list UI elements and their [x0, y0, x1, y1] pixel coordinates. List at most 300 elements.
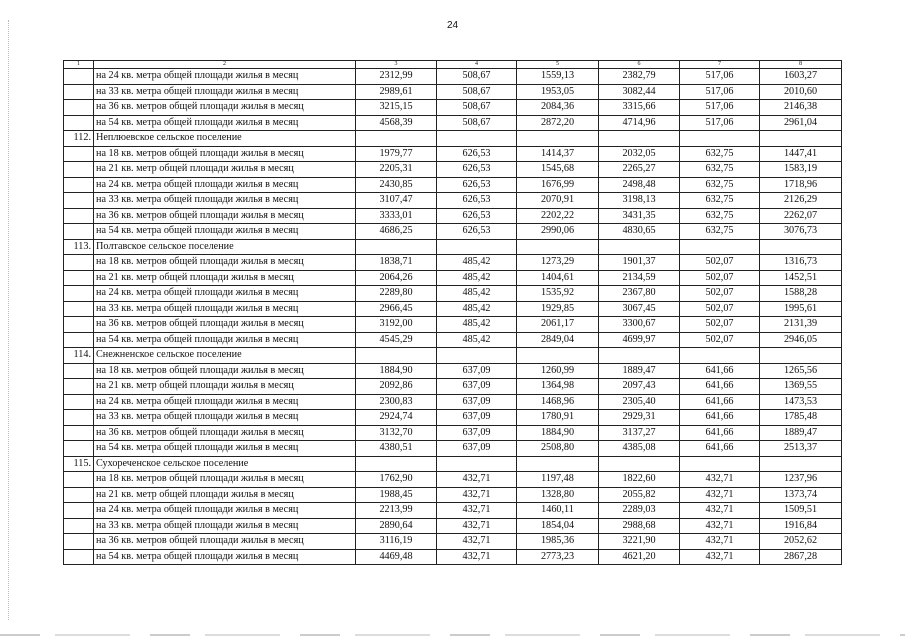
column-number: 2 — [94, 61, 356, 69]
table-row — [64, 100, 842, 116]
value-cell: 2989,61 — [356, 84, 437, 100]
row-index-cell — [64, 84, 94, 100]
value-cell: 1473,53 — [760, 394, 842, 410]
value-cell: 4686,25 — [356, 224, 437, 240]
settlement-index: 113. — [64, 239, 94, 255]
row-index-cell — [64, 270, 94, 286]
row-description: на 33 кв. метра общей площади жилья в месяц — [94, 84, 356, 100]
value-cell: 1953,05 — [517, 84, 599, 100]
value-cell: 517,06 — [680, 69, 760, 85]
empty-cell — [517, 131, 599, 147]
row-index-cell — [64, 363, 94, 379]
value-cell: 632,75 — [680, 146, 760, 162]
value-cell: 1985,36 — [517, 534, 599, 550]
empty-cell — [680, 348, 760, 364]
value-cell: 2849,04 — [517, 332, 599, 348]
table-row — [64, 177, 842, 193]
settlement-name: Снежненское сельское поселение — [94, 348, 356, 364]
value-cell: 1979,77 — [356, 146, 437, 162]
value-cell: 2213,99 — [356, 503, 437, 519]
row-description: на 33 кв. метра общей площади жилья в месяц — [94, 410, 356, 426]
value-cell: 2205,31 — [356, 162, 437, 178]
value-cell: 2382,79 — [599, 69, 680, 85]
table-row — [64, 270, 842, 286]
value-cell: 2924,74 — [356, 410, 437, 426]
table-row — [64, 472, 842, 488]
value-cell: 4385,08 — [599, 441, 680, 457]
settlement-header-row — [64, 239, 842, 255]
row-index-cell — [64, 534, 94, 550]
table-row — [64, 115, 842, 131]
row-index-cell — [64, 394, 94, 410]
row-description: на 18 кв. метров общей площади жилья в месяц — [94, 146, 356, 162]
value-cell: 3132,70 — [356, 425, 437, 441]
value-cell: 1838,71 — [356, 255, 437, 271]
empty-cell — [680, 239, 760, 255]
row-index-cell — [64, 425, 94, 441]
table-row — [64, 363, 842, 379]
row-description: на 21 кв. метр общей площади жилья в месяц — [94, 379, 356, 395]
table-row — [64, 425, 842, 441]
value-cell: 508,67 — [437, 100, 517, 116]
value-cell: 1404,61 — [517, 270, 599, 286]
value-cell: 1822,60 — [599, 472, 680, 488]
row-index-cell — [64, 224, 94, 240]
value-cell: 485,42 — [437, 270, 517, 286]
value-cell: 2498,48 — [599, 177, 680, 193]
tariff-table — [63, 60, 842, 565]
value-cell: 432,71 — [680, 534, 760, 550]
value-cell: 632,75 — [680, 224, 760, 240]
value-cell: 2265,27 — [599, 162, 680, 178]
empty-cell — [680, 131, 760, 147]
row-description: на 54 кв. метра общей площади жилья в месяц — [94, 332, 356, 348]
value-cell: 2010,60 — [760, 84, 842, 100]
row-index-cell — [64, 115, 94, 131]
row-description: на 18 кв. метров общей площади жилья в месяц — [94, 363, 356, 379]
value-cell: 2508,80 — [517, 441, 599, 457]
value-cell: 1265,56 — [760, 363, 842, 379]
value-cell: 485,42 — [437, 301, 517, 317]
table-row — [64, 224, 842, 240]
empty-cell — [437, 348, 517, 364]
value-cell: 4469,48 — [356, 549, 437, 565]
value-cell: 1328,80 — [517, 487, 599, 503]
value-cell: 4830,65 — [599, 224, 680, 240]
value-cell: 1373,74 — [760, 487, 842, 503]
value-cell: 637,09 — [437, 425, 517, 441]
value-cell: 637,09 — [437, 363, 517, 379]
value-cell: 1509,51 — [760, 503, 842, 519]
value-cell: 1559,13 — [517, 69, 599, 85]
row-index-cell — [64, 549, 94, 565]
value-cell: 626,53 — [437, 146, 517, 162]
column-number: 3 — [356, 61, 437, 69]
value-cell: 432,71 — [437, 518, 517, 534]
value-cell: 2890,64 — [356, 518, 437, 534]
value-cell: 632,75 — [680, 193, 760, 209]
table-row — [64, 441, 842, 457]
value-cell: 1447,41 — [760, 146, 842, 162]
column-number-row — [64, 61, 842, 69]
settlement-name: Неплюевское сельское поселение — [94, 131, 356, 147]
row-index-cell — [64, 379, 94, 395]
value-cell: 485,42 — [437, 332, 517, 348]
value-cell: 2092,86 — [356, 379, 437, 395]
row-index-cell — [64, 518, 94, 534]
table-row — [64, 208, 842, 224]
column-number: 1 — [64, 61, 94, 69]
value-cell: 3198,13 — [599, 193, 680, 209]
value-cell: 1988,45 — [356, 487, 437, 503]
value-cell: 1929,85 — [517, 301, 599, 317]
row-index-cell — [64, 487, 94, 503]
value-cell: 517,06 — [680, 115, 760, 131]
value-cell: 4380,51 — [356, 441, 437, 457]
value-cell: 502,07 — [680, 255, 760, 271]
value-cell: 502,07 — [680, 286, 760, 302]
value-cell: 485,42 — [437, 317, 517, 333]
empty-cell — [437, 239, 517, 255]
table-row — [64, 286, 842, 302]
row-index-cell — [64, 301, 94, 317]
row-description: на 24 кв. метра общей площади жилья в месяц — [94, 69, 356, 85]
row-description: на 33 кв. метра общей площади жилья в месяц — [94, 518, 356, 534]
value-cell: 3215,15 — [356, 100, 437, 116]
value-cell: 432,71 — [437, 472, 517, 488]
value-cell: 517,06 — [680, 100, 760, 116]
column-number: 8 — [760, 61, 842, 69]
row-index-cell — [64, 255, 94, 271]
row-index-cell — [64, 100, 94, 116]
value-cell: 1854,04 — [517, 518, 599, 534]
row-description: на 54 кв. метра общей площади жилья в месяц — [94, 115, 356, 131]
row-description: на 21 кв. метр общей площади жилья в месяц — [94, 487, 356, 503]
value-cell: 1468,96 — [517, 394, 599, 410]
settlement-name: Полтавское сельское поселение — [94, 239, 356, 255]
value-cell: 641,66 — [680, 379, 760, 395]
value-cell: 632,75 — [680, 208, 760, 224]
value-cell: 4699,97 — [599, 332, 680, 348]
row-index-cell — [64, 317, 94, 333]
value-cell: 641,66 — [680, 441, 760, 457]
value-cell: 626,53 — [437, 193, 517, 209]
value-cell: 626,53 — [437, 162, 517, 178]
row-description: на 33 кв. метра общей площади жилья в месяц — [94, 301, 356, 317]
row-index-cell — [64, 503, 94, 519]
value-cell: 432,71 — [680, 518, 760, 534]
value-cell: 2988,68 — [599, 518, 680, 534]
value-cell: 1583,19 — [760, 162, 842, 178]
row-description: на 21 кв. метр общей площади жилья в месяц — [94, 270, 356, 286]
value-cell: 2061,17 — [517, 317, 599, 333]
value-cell: 3067,45 — [599, 301, 680, 317]
value-cell: 4714,96 — [599, 115, 680, 131]
value-cell: 1995,61 — [760, 301, 842, 317]
table-body — [64, 61, 842, 565]
value-cell: 2289,80 — [356, 286, 437, 302]
value-cell: 626,53 — [437, 177, 517, 193]
value-cell: 637,09 — [437, 410, 517, 426]
settlement-name: Сухореченское сельское поселение — [94, 456, 356, 472]
row-description: на 18 кв. метров общей площади жилья в месяц — [94, 472, 356, 488]
row-description: на 54 кв. метра общей площади жилья в месяц — [94, 549, 356, 565]
value-cell: 632,75 — [680, 162, 760, 178]
value-cell: 3315,66 — [599, 100, 680, 116]
scan-artifact-line — [0, 634, 905, 636]
value-cell: 2929,31 — [599, 410, 680, 426]
empty-cell — [517, 348, 599, 364]
empty-cell — [437, 131, 517, 147]
value-cell: 2961,04 — [760, 115, 842, 131]
table-row — [64, 549, 842, 565]
value-cell: 432,71 — [680, 487, 760, 503]
value-cell: 1535,92 — [517, 286, 599, 302]
value-cell: 1889,47 — [760, 425, 842, 441]
row-index-cell — [64, 472, 94, 488]
value-cell: 2055,82 — [599, 487, 680, 503]
row-description: на 36 кв. метров общей площади жилья в месяц — [94, 317, 356, 333]
value-cell: 1718,96 — [760, 177, 842, 193]
empty-cell — [517, 456, 599, 472]
value-cell: 2131,39 — [760, 317, 842, 333]
table-row — [64, 69, 842, 85]
value-cell: 1460,11 — [517, 503, 599, 519]
value-cell: 1762,90 — [356, 472, 437, 488]
value-cell: 3076,73 — [760, 224, 842, 240]
empty-cell — [517, 239, 599, 255]
row-description: на 54 кв. метра общей площади жилья в месяц — [94, 224, 356, 240]
value-cell: 626,53 — [437, 224, 517, 240]
table-row — [64, 301, 842, 317]
value-cell: 2146,38 — [760, 100, 842, 116]
value-cell: 502,07 — [680, 332, 760, 348]
table-row — [64, 255, 842, 271]
empty-cell — [599, 131, 680, 147]
value-cell: 517,06 — [680, 84, 760, 100]
value-cell: 632,75 — [680, 177, 760, 193]
value-cell: 3333,01 — [356, 208, 437, 224]
empty-cell — [760, 456, 842, 472]
column-number: 6 — [599, 61, 680, 69]
value-cell: 432,71 — [437, 534, 517, 550]
value-cell: 1364,98 — [517, 379, 599, 395]
value-cell: 1676,99 — [517, 177, 599, 193]
row-index-cell — [64, 162, 94, 178]
row-index-cell — [64, 332, 94, 348]
value-cell: 432,71 — [680, 503, 760, 519]
row-description: на 24 кв. метра общей площади жилья в месяц — [94, 177, 356, 193]
table-row — [64, 394, 842, 410]
value-cell: 3192,00 — [356, 317, 437, 333]
row-index-cell — [64, 441, 94, 457]
value-cell: 1197,48 — [517, 472, 599, 488]
value-cell: 2134,59 — [599, 270, 680, 286]
empty-cell — [760, 239, 842, 255]
row-description: на 24 кв. метра общей площади жилья в месяц — [94, 394, 356, 410]
value-cell: 432,71 — [680, 549, 760, 565]
table-row — [64, 487, 842, 503]
value-cell: 485,42 — [437, 255, 517, 271]
settlement-index: 114. — [64, 348, 94, 364]
value-cell: 502,07 — [680, 270, 760, 286]
row-index-cell — [64, 146, 94, 162]
row-description: на 36 кв. метров общей площади жилья в месяц — [94, 100, 356, 116]
table-row — [64, 332, 842, 348]
value-cell: 641,66 — [680, 363, 760, 379]
empty-cell — [356, 239, 437, 255]
value-cell: 3116,19 — [356, 534, 437, 550]
value-cell: 1884,90 — [517, 425, 599, 441]
row-index-cell — [64, 193, 94, 209]
row-index-cell — [64, 208, 94, 224]
empty-cell — [356, 131, 437, 147]
value-cell: 1785,48 — [760, 410, 842, 426]
value-cell: 3221,90 — [599, 534, 680, 550]
value-cell: 4621,20 — [599, 549, 680, 565]
value-cell: 2773,23 — [517, 549, 599, 565]
value-cell: 2262,07 — [760, 208, 842, 224]
row-index-cell — [64, 69, 94, 85]
empty-cell — [356, 348, 437, 364]
empty-cell — [356, 456, 437, 472]
value-cell: 432,71 — [437, 503, 517, 519]
value-cell: 2966,45 — [356, 301, 437, 317]
value-cell: 637,09 — [437, 394, 517, 410]
table-row — [64, 518, 842, 534]
value-cell: 2946,05 — [760, 332, 842, 348]
settlement-index: 112. — [64, 131, 94, 147]
value-cell: 432,71 — [680, 472, 760, 488]
settlement-header-row — [64, 131, 842, 147]
table-row — [64, 317, 842, 333]
table-row — [64, 410, 842, 426]
value-cell: 1780,91 — [517, 410, 599, 426]
value-cell: 1603,27 — [760, 69, 842, 85]
value-cell: 1588,28 — [760, 286, 842, 302]
empty-cell — [760, 348, 842, 364]
empty-cell — [599, 239, 680, 255]
value-cell: 637,09 — [437, 441, 517, 457]
empty-cell — [760, 131, 842, 147]
value-cell: 3137,27 — [599, 425, 680, 441]
value-cell: 1884,90 — [356, 363, 437, 379]
value-cell: 3300,67 — [599, 317, 680, 333]
value-cell: 1414,37 — [517, 146, 599, 162]
row-index-cell — [64, 410, 94, 426]
value-cell: 2202,22 — [517, 208, 599, 224]
table-row — [64, 534, 842, 550]
value-cell: 2305,40 — [599, 394, 680, 410]
row-description: на 33 кв. метра общей площади жилья в месяц — [94, 193, 356, 209]
value-cell: 2064,26 — [356, 270, 437, 286]
value-cell: 1316,73 — [760, 255, 842, 271]
column-number: 4 — [437, 61, 517, 69]
value-cell: 641,66 — [680, 410, 760, 426]
value-cell: 4545,29 — [356, 332, 437, 348]
value-cell: 502,07 — [680, 317, 760, 333]
value-cell: 2097,43 — [599, 379, 680, 395]
value-cell: 508,67 — [437, 69, 517, 85]
table-row — [64, 146, 842, 162]
value-cell: 1901,37 — [599, 255, 680, 271]
value-cell: 2084,36 — [517, 100, 599, 116]
settlement-header-row — [64, 348, 842, 364]
value-cell: 2300,83 — [356, 394, 437, 410]
column-number: 5 — [517, 61, 599, 69]
value-cell: 2430,85 — [356, 177, 437, 193]
value-cell: 1369,55 — [760, 379, 842, 395]
table-row — [64, 379, 842, 395]
value-cell: 2052,62 — [760, 534, 842, 550]
value-cell: 2872,20 — [517, 115, 599, 131]
row-description: на 36 кв. метров общей площади жилья в месяц — [94, 534, 356, 550]
value-cell: 641,66 — [680, 394, 760, 410]
row-description: на 54 кв. метра общей площади жилья в месяц — [94, 441, 356, 457]
row-description: на 36 кв. метров общей площади жилья в месяц — [94, 208, 356, 224]
empty-cell — [437, 456, 517, 472]
empty-cell — [599, 348, 680, 364]
row-description: на 24 кв. метра общей площади жилья в месяц — [94, 286, 356, 302]
value-cell: 641,66 — [680, 425, 760, 441]
row-description: на 18 кв. метров общей площади жилья в месяц — [94, 255, 356, 271]
value-cell: 485,42 — [437, 286, 517, 302]
value-cell: 1889,47 — [599, 363, 680, 379]
row-description: на 36 кв. метров общей площади жилья в месяц — [94, 425, 356, 441]
value-cell: 432,71 — [437, 549, 517, 565]
value-cell: 508,67 — [437, 84, 517, 100]
value-cell: 432,71 — [437, 487, 517, 503]
table-row — [64, 503, 842, 519]
value-cell: 2867,28 — [760, 549, 842, 565]
row-index-cell — [64, 177, 94, 193]
row-description: на 21 кв. метр общей площади жилья в месяц — [94, 162, 356, 178]
table-row — [64, 193, 842, 209]
value-cell: 2070,91 — [517, 193, 599, 209]
value-cell: 1452,51 — [760, 270, 842, 286]
value-cell: 3431,35 — [599, 208, 680, 224]
value-cell: 2126,29 — [760, 193, 842, 209]
value-cell: 2289,03 — [599, 503, 680, 519]
value-cell: 1260,99 — [517, 363, 599, 379]
value-cell: 626,53 — [437, 208, 517, 224]
value-cell: 4568,39 — [356, 115, 437, 131]
value-cell: 1916,84 — [760, 518, 842, 534]
value-cell: 2312,99 — [356, 69, 437, 85]
column-number: 7 — [680, 61, 760, 69]
settlement-header-row — [64, 456, 842, 472]
value-cell: 2513,37 — [760, 441, 842, 457]
empty-cell — [599, 456, 680, 472]
page-number: 24 — [446, 20, 459, 31]
value-cell: 637,09 — [437, 379, 517, 395]
value-cell: 1273,29 — [517, 255, 599, 271]
value-cell: 3107,47 — [356, 193, 437, 209]
row-index-cell — [64, 286, 94, 302]
value-cell: 1237,96 — [760, 472, 842, 488]
value-cell: 2367,80 — [599, 286, 680, 302]
value-cell: 2990,06 — [517, 224, 599, 240]
value-cell: 2032,05 — [599, 146, 680, 162]
value-cell: 1545,68 — [517, 162, 599, 178]
settlement-index: 115. — [64, 456, 94, 472]
value-cell: 508,67 — [437, 115, 517, 131]
empty-cell — [680, 456, 760, 472]
row-description: на 24 кв. метра общей площади жилья в месяц — [94, 503, 356, 519]
table-row — [64, 84, 842, 100]
scan-edge-marks — [8, 20, 10, 620]
value-cell: 502,07 — [680, 301, 760, 317]
